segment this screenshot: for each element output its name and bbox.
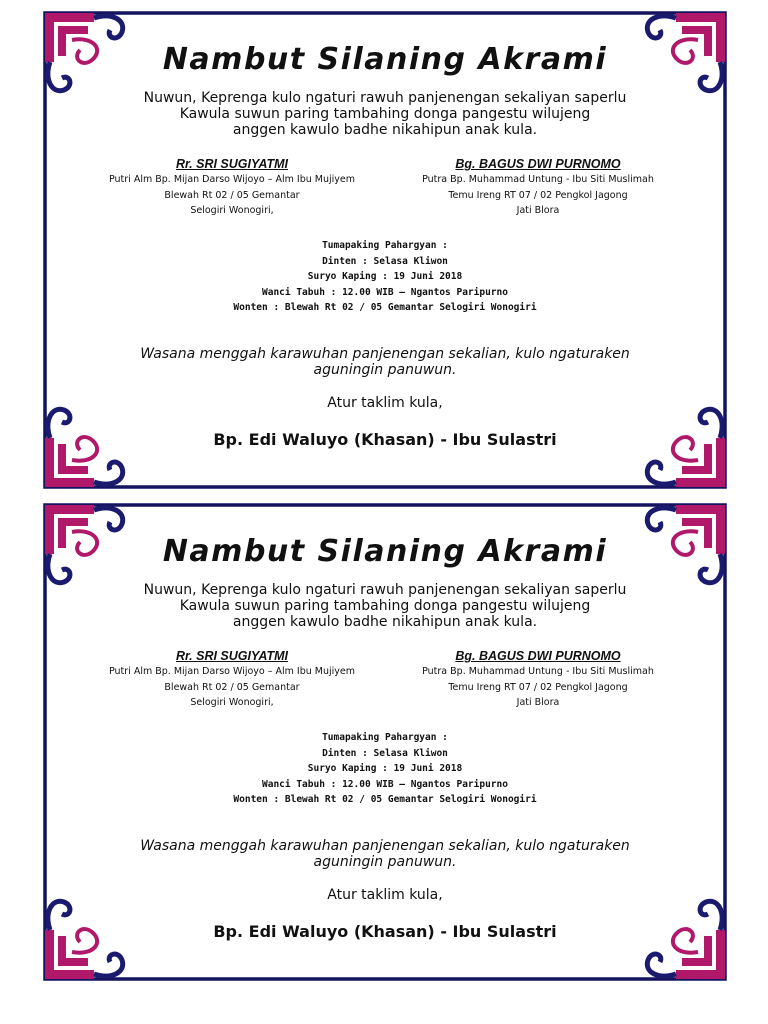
groom-address: Temu Ireng RT 07 / 02 Pengkol Jagong (448, 681, 628, 693)
intro-line: anggen kawulo badhe nikahipun anak kula. (232, 614, 538, 630)
closing-line: Wasana menggah karawuhan panjenengan sekalian, kulo ngaturaken (140, 837, 630, 854)
event-time: Wanci Tabuh : 12.00 WIB – Ngantos Paripurno (262, 286, 508, 298)
event-date: Suryo Kaping : 19 Juni 2018 (307, 763, 463, 774)
intro-line: Nuwun, Keprenga kulo ngaturi rawuh panjenengan sekaliyan saperlu (143, 582, 627, 598)
regards-line: Atur taklim kula, (327, 886, 443, 903)
closing-line: aguningin panuwun. (313, 853, 457, 870)
invitation-card (42, 10, 728, 490)
bride-name: Rr. SRI SUGIYATMI (175, 649, 289, 663)
bride-city: Selogiri Wonogiri, (190, 205, 274, 216)
event-venue: Wonten : Blewah Rt 02 / 05 Gemantar Selogiri Wonogiri (233, 794, 537, 805)
bride-address: Blewah Rt 02 / 05 Gemantar (164, 189, 300, 201)
invitation-card (42, 502, 728, 982)
groom-city: Jati Blora (516, 697, 560, 708)
intro-paragraph (82, 582, 688, 630)
card-content (82, 532, 688, 968)
bride-city: Selogiri Wonogiri, (190, 697, 274, 708)
couple-section (82, 156, 688, 216)
couple-section (82, 648, 688, 708)
event-date: Suryo Kaping : 19 Juni 2018 (307, 271, 463, 282)
bride-block (82, 648, 382, 711)
groom-city: Jati Blora (516, 205, 560, 216)
bride-name: Rr. SRI SUGIYATMI (175, 157, 289, 171)
intro-line: Kawula suwun paring tambahing donga pangestu wilujeng (179, 598, 591, 614)
card-content (82, 40, 688, 476)
intro-line: Kawula suwun paring tambahing donga pangestu wilujeng (179, 106, 591, 122)
bride-parents: Putri Alm Bp. Mijan Darso Wijoyo – Alm Ibu Mujiyem (108, 174, 356, 185)
intro-paragraph (82, 90, 688, 138)
groom-parents: Putra Bp. Muhammad Untung - Ibu Siti Muslimah (422, 666, 654, 677)
event-details (82, 238, 688, 316)
closing-line: Wasana menggah karawuhan panjenengan sekalian, kulo ngaturaken (140, 345, 630, 362)
intro-line: anggen kawulo badhe nikahipun anak kula. (232, 122, 538, 138)
bride-parents: Putri Alm Bp. Mijan Darso Wijoyo – Alm Ibu Mujiyem (108, 666, 356, 677)
event-day: Dinten : Selasa Kliwon (322, 747, 448, 759)
closing-paragraph (82, 346, 688, 378)
event-details (82, 730, 688, 808)
closing-paragraph (82, 838, 688, 870)
signer-name: Bp. Edi Waluyo (Khasan) - Ibu Sulastri (213, 429, 557, 449)
groom-parents: Putra Bp. Muhammad Untung - Ibu Siti Muslimah (422, 174, 654, 185)
bride-address: Blewah Rt 02 / 05 Gemantar (164, 681, 300, 693)
event-venue: Wonten : Blewah Rt 02 / 05 Gemantar Selogiri Wonogiri (233, 302, 537, 313)
groom-name: Bg. BAGUS DWI PURNOMO (455, 157, 621, 171)
event-heading: Tumapaking Pahargyan : (322, 240, 448, 251)
invitation-title: Nambut Silaning Akrami (162, 534, 608, 569)
groom-block (388, 648, 688, 711)
intro-line: Nuwun, Keprenga kulo ngaturi rawuh panjenengan sekaliyan saperlu (143, 90, 627, 106)
regards-line: Atur taklim kula, (327, 394, 443, 411)
invitation-title: Nambut Silaning Akrami (162, 42, 608, 77)
groom-address: Temu Ireng RT 07 / 02 Pengkol Jagong (448, 189, 628, 201)
event-heading: Tumapaking Pahargyan : (322, 732, 448, 743)
bride-block (82, 156, 382, 219)
event-day: Dinten : Selasa Kliwon (322, 255, 448, 267)
groom-block (388, 156, 688, 219)
closing-line: aguningin panuwun. (313, 361, 457, 378)
signer-name: Bp. Edi Waluyo (Khasan) - Ibu Sulastri (213, 921, 557, 941)
groom-name: Bg. BAGUS DWI PURNOMO (455, 649, 621, 663)
event-time: Wanci Tabuh : 12.00 WIB – Ngantos Paripurno (262, 778, 508, 790)
